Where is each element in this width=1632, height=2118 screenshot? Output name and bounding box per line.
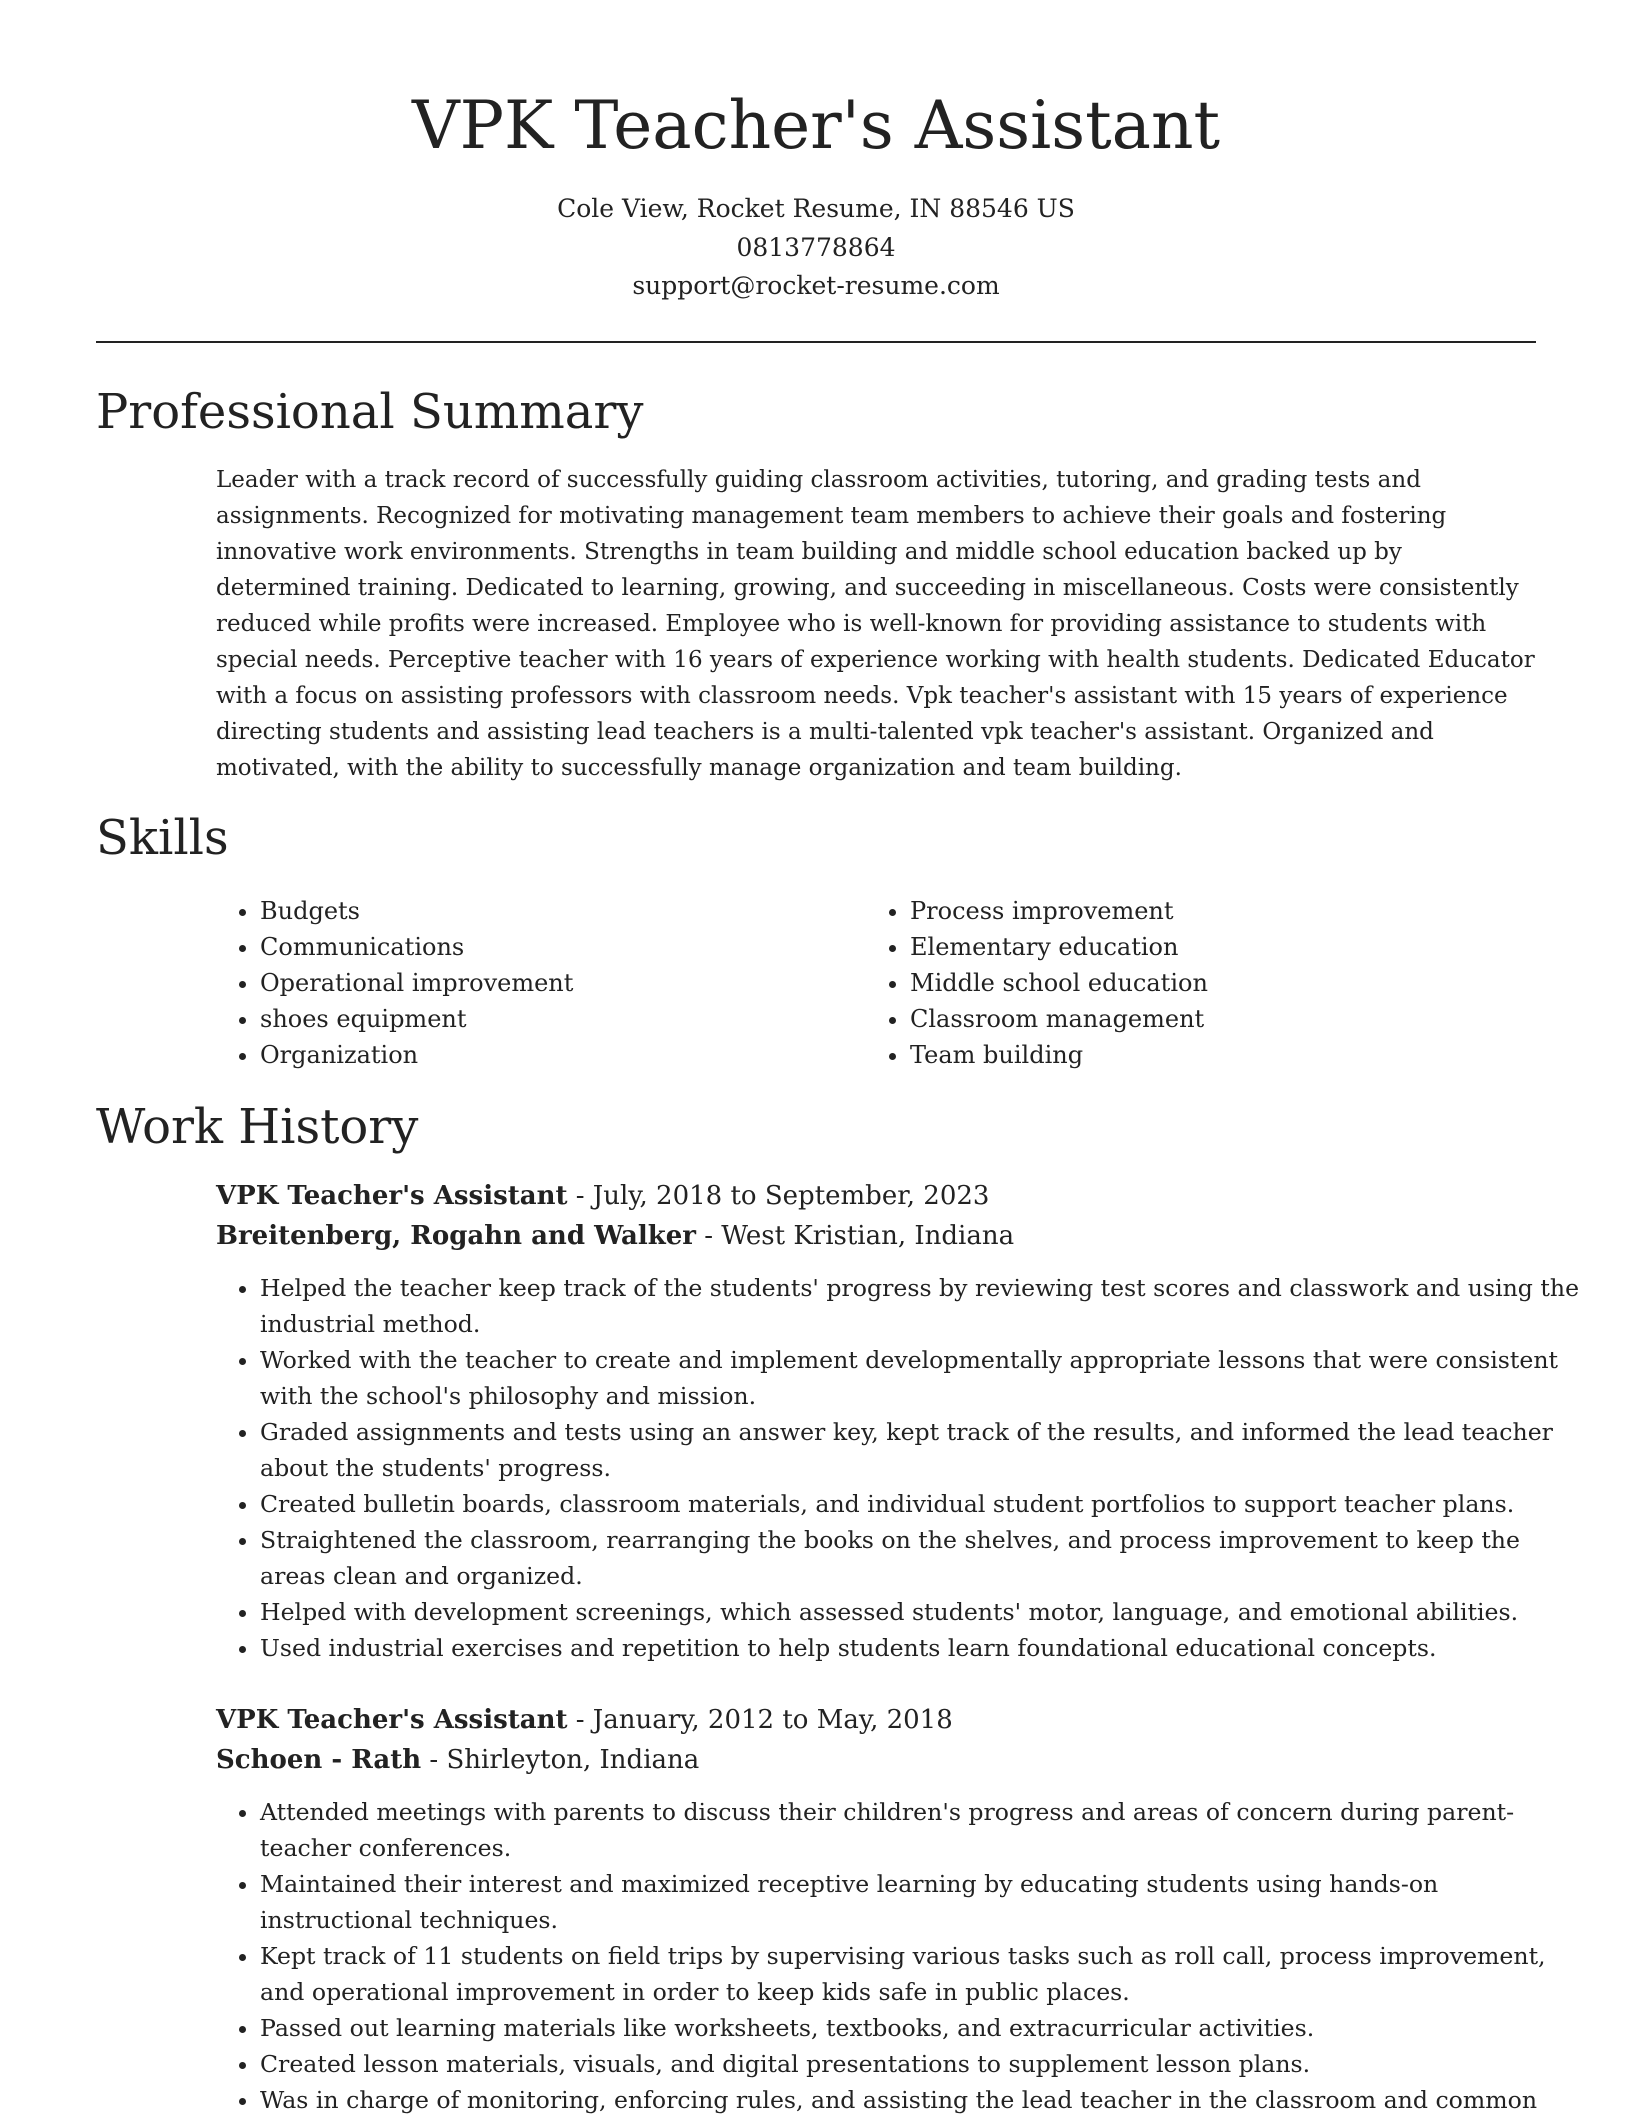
- job-bullets: [216, 1794, 1580, 2118]
- skills-list-left: [216, 893, 573, 1073]
- job-bullet: • Used industrial exercises and repetition to help students learn foundational educational concepts.: [260, 1630, 1580, 1666]
- skill-item: • Middle school education: [910, 965, 1208, 1001]
- job-bullet: • Straightened the classroom, rearranging the books on the shelves, and process improvement to keep the areas clean and organized.: [260, 1522, 1580, 1594]
- job-bullet: • Created bulletin boards, classroom materials, and individual student portfolios to support teacher plans.: [260, 1486, 1580, 1522]
- job-bullet: • Maintained their interest and maximized receptive learning by educating students using hands-on instructional techniques.: [260, 1866, 1580, 1938]
- job-bullet: • Kept track of 11 students on field trips by supervising various tasks such as roll call, process improvement, and operational improvement in order to keep kids safe in public places.: [260, 1938, 1580, 2010]
- job-location: - Shirleyton, Indiana: [421, 1745, 700, 1775]
- job-title: VPK Teacher's Assistant: [216, 1181, 568, 1211]
- job-bullets: [216, 1270, 1580, 1666]
- skill-item: • Process improvement: [910, 893, 1208, 929]
- skill-item: • Organization: [260, 1037, 573, 1073]
- job-employer-line: [216, 1740, 1536, 1780]
- skill-item: • Operational improvement: [260, 965, 573, 1001]
- job-bullet: • Graded assignments and tests using an answer key, kept track of the results, and informed the lead teacher about the students' progress.: [260, 1414, 1580, 1486]
- job-title-line: [216, 1176, 1536, 1216]
- job-employer: Breitenberg, Rogahn and Walker: [216, 1221, 696, 1251]
- skill-item: • Classroom management: [910, 1001, 1208, 1037]
- job-title: VPK Teacher's Assistant: [216, 1705, 568, 1735]
- job-title-line: [216, 1700, 1536, 1740]
- job-bullet: • Worked with the teacher to create and implement developmentally appropriate lessons that were consistent with the school's philosophy and mission.: [260, 1342, 1580, 1414]
- job-bullet: • Passed out learning materials like worksheets, textbooks, and extracurricular activities.: [260, 2010, 1580, 2046]
- job-dates: - January, 2012 to May, 2018: [567, 1705, 953, 1735]
- job-dates: - July, 2018 to September, 2023: [567, 1181, 990, 1211]
- skill-item: • Team building: [910, 1037, 1208, 1073]
- skill-item: • Communications: [260, 929, 573, 965]
- contact-phone: 0813778864: [736, 233, 896, 262]
- work-history-heading: Work History: [96, 1099, 419, 1155]
- job-bullet: • Created lesson materials, visuals, and digital presentations to supplement lesson plans.: [260, 2046, 1580, 2082]
- skills-heading: Skills: [96, 810, 229, 866]
- skill-item: • shoes equipment: [260, 1001, 573, 1037]
- skill-item: • Elementary education: [910, 929, 1208, 965]
- job-bullet: • Helped the teacher keep track of the students' progress by reviewing test scores and classwork and using the industrial method.: [260, 1270, 1580, 1342]
- summary-text: Leader with a track record of successfully guiding classroom activities, tutoring, and grading tests and assignments. Recognized for motivating management team members to achieve their goals and fostering innovative work environments. Strengths in team building and middle school education backed up by determined training. Dedicated to learning, growing, and succeeding in miscellaneous. Costs were consistently reduced while profits were increased. Employee who is well-known for providing assistance to students with special needs. Perceptive teacher with 16 years of experience working with health students. Dedicated Educator with a focus on assisting professors with classroom needs. Vpk teacher's assistant with 15 years of experience directing students and assisting lead teachers is a multi-talented vpk teacher's assistant. Organized and motivated, with the ability to successfully manage organization and team building.: [216, 467, 1535, 781]
- job-bullet: • Attended meetings with parents to discuss their children's progress and areas of concern during parent-teacher conferences.: [260, 1794, 1580, 1866]
- header-divider: [96, 341, 1536, 343]
- job-employer-line: [216, 1216, 1536, 1256]
- skills-list-right: [866, 893, 1208, 1073]
- candidate-name: VPK Teacher's Assistant: [411, 87, 1221, 164]
- job-location: - West Kristian, Indiana: [695, 1221, 1015, 1251]
- job-employer: Schoen - Rath: [216, 1745, 422, 1775]
- contact-address: Cole View, Rocket Resume, IN 88546 US: [557, 194, 1075, 223]
- job-bullet: • Was in charge of monitoring, enforcing rules, and assisting the lead teacher in the classroom and common: [260, 2082, 1580, 2118]
- contact-email: support@rocket-resume.com: [632, 271, 1000, 300]
- skill-item: • Budgets: [260, 893, 573, 929]
- job-bullet: • Helped with development screenings, which assessed students' motor, language, and emotional abilities.: [260, 1594, 1580, 1630]
- summary-heading: Professional Summary: [96, 384, 644, 440]
